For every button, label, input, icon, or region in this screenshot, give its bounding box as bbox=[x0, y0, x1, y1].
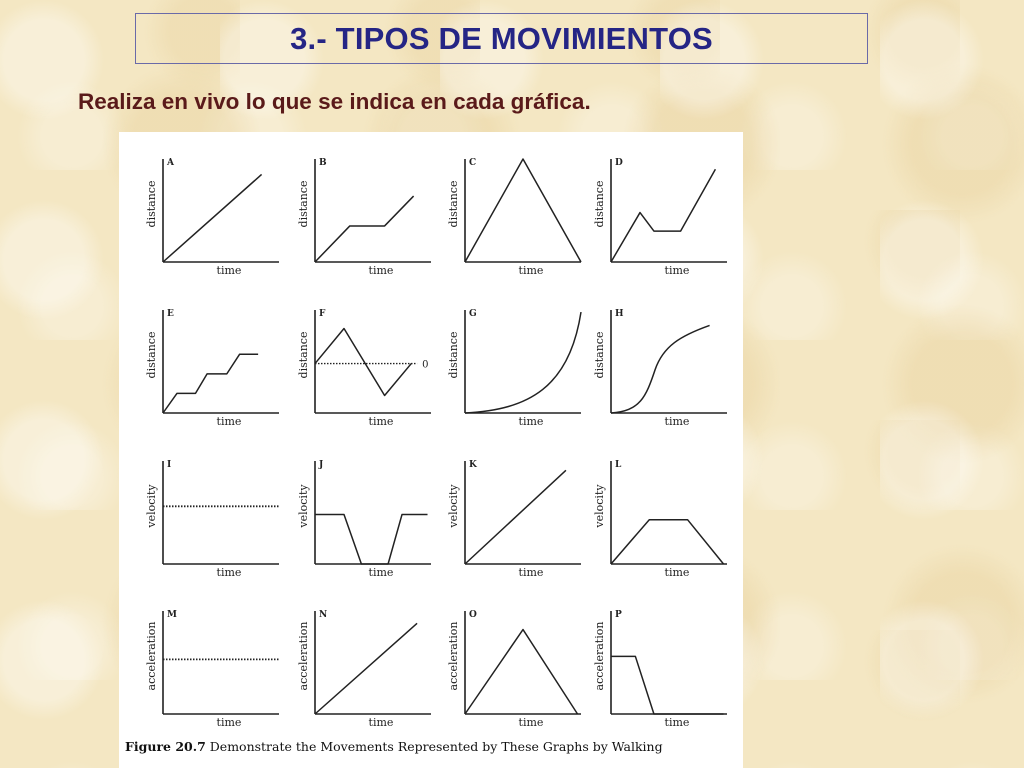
graph-f-zero-label: 0 bbox=[422, 359, 429, 371]
graph-i-letter: I bbox=[167, 460, 172, 470]
graph-k-xlabel: time bbox=[518, 566, 544, 579]
graph-f bbox=[297, 309, 431, 428]
graph-l-ylabel: velocity bbox=[593, 484, 606, 528]
graph-h-ylabel: distance bbox=[593, 331, 606, 379]
graph-a bbox=[145, 158, 279, 277]
graph-c-ylabel: distance bbox=[447, 180, 460, 228]
graph-f-ylabel: distance bbox=[297, 331, 310, 379]
graph-g-line bbox=[465, 312, 581, 413]
graphs-grid bbox=[119, 132, 743, 768]
title-box bbox=[135, 13, 868, 64]
graph-k-ylabel: velocity bbox=[447, 484, 460, 528]
graph-b-ylabel: distance bbox=[297, 180, 310, 228]
graph-b bbox=[297, 158, 431, 277]
graph-p-ylabel: acceleration bbox=[593, 621, 606, 691]
graph-n-xlabel: time bbox=[368, 716, 394, 729]
graph-m-letter: M bbox=[167, 610, 177, 620]
graph-h-letter: H bbox=[615, 309, 624, 319]
graph-c-letter: C bbox=[469, 158, 477, 168]
graph-e bbox=[145, 309, 279, 428]
graph-j-letter: J bbox=[319, 460, 324, 470]
figure-caption bbox=[125, 739, 663, 754]
graph-g bbox=[447, 309, 581, 428]
graph-m-xlabel: time bbox=[216, 716, 242, 729]
graph-d-letter: D bbox=[615, 158, 623, 168]
graph-j-ylabel: velocity bbox=[297, 484, 310, 528]
graph-h-xlabel: time bbox=[664, 415, 690, 428]
graph-g-xlabel: time bbox=[518, 415, 544, 428]
graph-a-letter: A bbox=[167, 158, 174, 168]
graph-o-line bbox=[465, 630, 578, 714]
graph-l-line bbox=[611, 520, 724, 564]
graph-b-line bbox=[315, 196, 414, 262]
graph-k-letter: K bbox=[469, 460, 477, 470]
graph-h-line bbox=[611, 325, 710, 413]
graph-d-xlabel: time bbox=[664, 264, 690, 277]
graph-p-letter: P bbox=[615, 610, 622, 620]
graph-g-ylabel: distance bbox=[447, 331, 460, 379]
graph-d-line bbox=[611, 169, 715, 262]
graph-i-xlabel: time bbox=[216, 566, 242, 579]
graph-o-ylabel: acceleration bbox=[447, 621, 460, 691]
slide-subtitle: Realiza en vivo lo que se indica en cada gráfica. bbox=[78, 89, 591, 114]
graph-j-line bbox=[315, 515, 428, 564]
graph-e-xlabel: time bbox=[216, 415, 242, 428]
graph-p-xlabel: time bbox=[664, 716, 690, 729]
graph-d-ylabel: distance bbox=[593, 180, 606, 228]
graph-l-letter: L bbox=[615, 460, 622, 470]
graph-i-ylabel: velocity bbox=[145, 484, 158, 528]
graph-b-letter: B bbox=[319, 158, 327, 168]
graph-f-xlabel: time bbox=[368, 415, 394, 428]
graph-f-line bbox=[315, 329, 411, 396]
graph-d bbox=[593, 158, 727, 277]
figure-caption-text: Demonstrate the Movements Represented by These Graphs by Walking bbox=[205, 739, 663, 754]
graph-e-ylabel: distance bbox=[145, 331, 158, 379]
graph-c-line bbox=[465, 159, 581, 262]
slide-title: 3.- TIPOS DE MOVIMIENTOS bbox=[290, 20, 713, 56]
graph-a-xlabel: time bbox=[216, 264, 242, 277]
graph-m bbox=[145, 610, 279, 729]
graph-o-letter: O bbox=[469, 610, 477, 620]
graph-j bbox=[297, 460, 431, 579]
graph-n-letter: N bbox=[319, 610, 328, 620]
graph-h bbox=[593, 309, 727, 428]
graph-a-line bbox=[163, 174, 262, 262]
graph-n-line bbox=[315, 623, 417, 714]
graph-i bbox=[145, 460, 279, 579]
graph-b-xlabel: time bbox=[368, 264, 394, 277]
graph-p-line bbox=[611, 656, 724, 714]
graph-m-ylabel: acceleration bbox=[145, 621, 158, 691]
graph-e-letter: E bbox=[167, 309, 174, 319]
graph-k bbox=[447, 460, 581, 579]
graph-j-xlabel: time bbox=[368, 566, 394, 579]
graph-k-line bbox=[465, 470, 566, 564]
graph-p bbox=[593, 610, 727, 729]
figure-panel bbox=[119, 132, 743, 768]
graph-e-line bbox=[163, 354, 258, 413]
figure-caption-prefix: Figure 20.7 bbox=[125, 739, 206, 754]
graph-c bbox=[447, 158, 581, 277]
graph-l bbox=[593, 460, 727, 579]
graph-o bbox=[447, 610, 581, 729]
graph-n bbox=[297, 610, 431, 729]
graph-n-ylabel: acceleration bbox=[297, 621, 310, 691]
graph-o-xlabel: time bbox=[518, 716, 544, 729]
graph-l-xlabel: time bbox=[664, 566, 690, 579]
graph-a-ylabel: distance bbox=[145, 180, 158, 228]
graph-c-xlabel: time bbox=[518, 264, 544, 277]
graph-f-letter: F bbox=[319, 309, 326, 319]
graph-g-letter: G bbox=[469, 309, 477, 319]
